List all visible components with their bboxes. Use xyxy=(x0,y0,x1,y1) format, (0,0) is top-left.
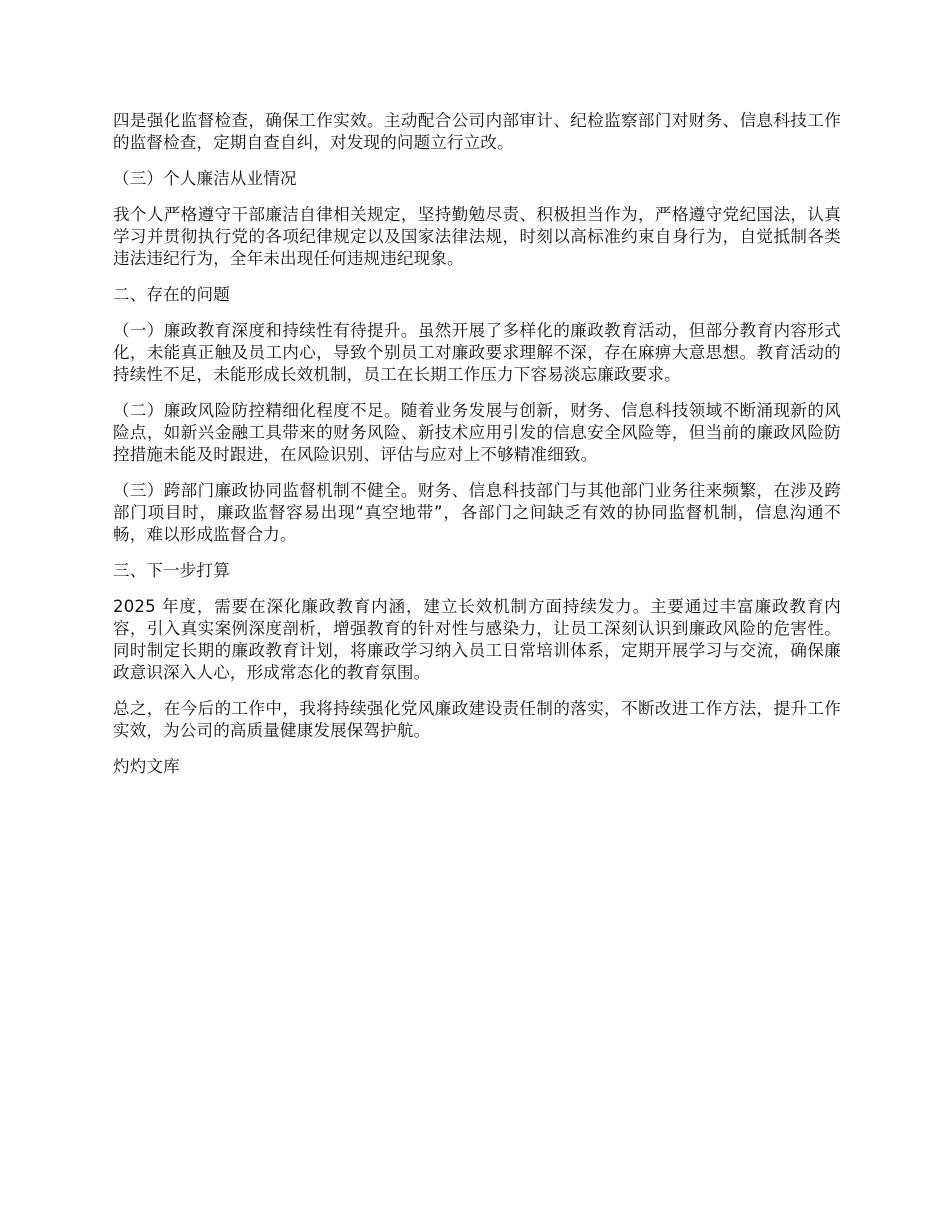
paragraph-problem-1: （一）廉政教育深度和持续性有待提升。虽然开展了多样化的廉政教育活动，但部分教育内容形式化，未能真正触及员工内心，导致个别员工对廉政要求理解不深，存在麻痹大意思想。教育活动的持续性不足，未能形成长效机制，员工在长期工作压力下容易淡忘廉政要求。 xyxy=(113,321,841,384)
paragraph-next-steps: 2025 年度，需要在深化廉政教育内涵，建立长效机制方面持续发力。主要通过丰富廉政教育内容，引入真实案例深度剖析，增强教育的针对性与感染力，让员工深刻认识到廉政风险的危害性。同时制定长期的廉政教育计划，将廉政学习纳入员工日常培训体系，定期开展学习与交流，确保廉政意识深入人心，形成常态化的教育氛围。 xyxy=(113,597,841,682)
heading-personal-integrity: （三）个人廉洁从业情况 xyxy=(113,169,297,188)
paragraph-conclusion: 总之，在今后的工作中，我将持续强化党风廉政建设责任制的落实，不断改进工作方法，提升工作实效，为公司的高质量健康发展保驾护航。 xyxy=(113,699,841,740)
document-body xyxy=(113,110,841,792)
paragraph-problem-2: （二）廉政风险防控精细化程度不足。随着业务发展与创新，财务、信息科技领域不断涌现新的风险点，如新兴金融工具带来的财务风险、新技术应用引发的信息安全风险等，但当前的廉政风险防控措施未能及时跟进，在风险识别、评估与应对上不够精准细致。 xyxy=(113,401,841,464)
paragraph-problem-3: （三）跨部门廉政协同监督机制不健全。财务、信息科技部门与其他部门业务往来频繁，在涉及跨部门项目时，廉政监督容易出现“真空地带”，各部门之间缺乏有效的协同监督机制，信息沟通不畅，难以形成监督合力。 xyxy=(113,481,841,544)
heading-existing-problems: 二、存在的问题 xyxy=(113,285,230,304)
footer-source-label: 灼灼文库 xyxy=(113,757,180,776)
paragraph-personal-integrity: 我个人严格遵守干部廉洁自律相关规定，坚持勤勉尽责、积极担当作为，严格遵守党纪国法，认真学习并贯彻执行党的各项纪律规定以及国家法律法规，时刻以高标准约束自身行为，自觉抵制各类违法违纪行为，全年未出现任何违规违纪现象。 xyxy=(113,205,841,268)
paragraph-supervision: 四是强化监督检查，确保工作实效。主动配合公司内部审计、纪检监察部门对财务、信息科技工作的监督检查，定期自查自纠，对发现的问题立行立改。 xyxy=(113,111,841,152)
heading-next-steps: 三、下一步打算 xyxy=(113,561,230,580)
